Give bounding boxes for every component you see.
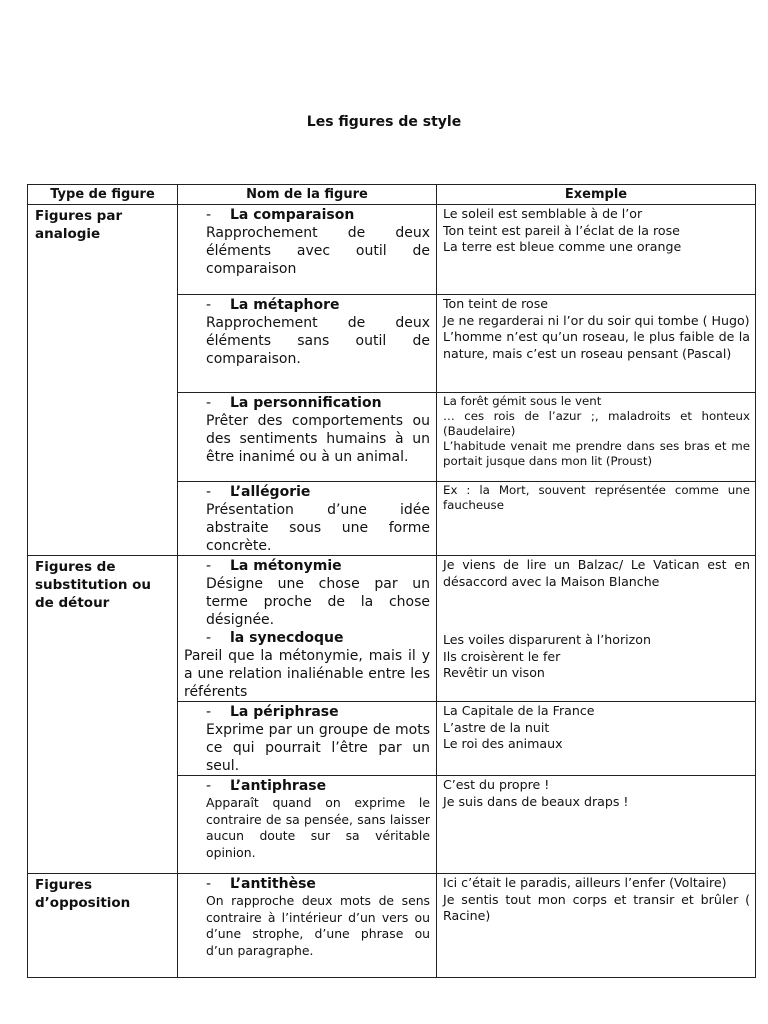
example-cell bbox=[437, 393, 756, 482]
example-line: L’homme n’est qu’un roseau, le plus faible de la nature, mais c’est un roseau pensant (Pascal) bbox=[443, 329, 750, 361]
figure-name: - L’antiphrase bbox=[206, 778, 327, 794]
example-line: Je suis dans de beaux draps ! bbox=[443, 793, 629, 809]
figure-cell bbox=[178, 874, 437, 978]
example-line: L’habitude venait me prendre dans ses bras et me portait jusque dans mon lit (Proust) bbox=[443, 439, 750, 468]
figure-description: Apparaît quand on exprime le contraire de sa pensée, sans laisser aucun doute sur sa véritable opinion. bbox=[206, 795, 430, 860]
example-line: Ton teint est pareil à l’éclat de la rose bbox=[443, 222, 680, 238]
example-line: Je sentis tout mon corps et transir et brûler ( Racine) bbox=[443, 891, 750, 923]
example-line: Ils croisèrent le fer bbox=[443, 648, 561, 664]
example-line: Revêtir un vison bbox=[443, 665, 545, 680]
type-cell: Figures par analogie bbox=[28, 205, 178, 556]
figure-name: - L’allégorie bbox=[206, 484, 311, 500]
figure-description: Rapprochement de deux éléments sans outil de comparaison. bbox=[206, 315, 430, 367]
example-line: Le soleil est semblable à de l’or bbox=[443, 206, 643, 221]
figure-description: Pareil que la métonymie, mais il y a une relation inaliénable entre les référents bbox=[184, 648, 430, 700]
figure-cell bbox=[178, 776, 437, 874]
table-row bbox=[28, 205, 756, 295]
header-row bbox=[28, 185, 756, 205]
figure-cell bbox=[178, 702, 437, 776]
figure-cell bbox=[178, 393, 437, 482]
header-name: Nom de la figure bbox=[178, 185, 437, 205]
figure-description: Présentation d’une idée abstraite sous une forme concrète. bbox=[206, 502, 430, 554]
type-cell: Figures d’opposition bbox=[28, 874, 178, 978]
example-cell bbox=[437, 556, 756, 702]
example-line: Ex : la Mort, souvent représentée comme une faucheuse bbox=[443, 483, 750, 512]
figure-description: Exprime par un groupe de mots ce qui pourrait l’être par un seul. bbox=[206, 722, 430, 774]
example-line: C’est du propre ! bbox=[443, 777, 550, 792]
figures-table bbox=[27, 184, 756, 978]
example-line: Le roi des animaux bbox=[443, 736, 563, 751]
figure-description: Rapprochement de deux éléments avec outil de comparaison bbox=[206, 225, 430, 277]
table-row bbox=[28, 874, 756, 978]
example-line: Ton teint de rose bbox=[443, 296, 549, 311]
header-example: Exemple bbox=[437, 185, 756, 205]
figure-name: - La métaphore bbox=[206, 297, 340, 313]
example-cell bbox=[437, 295, 756, 393]
figure-description: Prêter des comportements ou des sentiments humains à un être inanimé ou à un animal. bbox=[206, 413, 430, 465]
example-line: Je ne regarderai ni l’or du soir qui tombe ( Hugo) bbox=[443, 312, 750, 328]
figure-cell bbox=[178, 482, 437, 556]
example-cell bbox=[437, 874, 756, 978]
header-type: Type de figure bbox=[28, 185, 178, 205]
type-cell: Figures de substitution ou de détour bbox=[28, 556, 178, 874]
figure-cell bbox=[178, 295, 437, 393]
figure-cell bbox=[178, 556, 437, 702]
figure-name: - La personnification bbox=[206, 395, 382, 411]
figure-name: - La métonymie bbox=[206, 558, 342, 574]
example-line: Ici c’était le paradis, ailleurs l’enfer (Voltaire) bbox=[443, 875, 727, 890]
example-line: La Capitale de la France bbox=[443, 703, 595, 718]
example-line: … ces rois de l’azur ;, maladroits et honteux (Baudelaire) bbox=[443, 409, 750, 438]
example-cell bbox=[437, 702, 756, 776]
example-line: La forêt gémit sous le vent bbox=[443, 394, 602, 408]
figure-cell bbox=[178, 205, 437, 295]
figure-name: - La périphrase bbox=[206, 704, 339, 720]
example-cell bbox=[437, 482, 756, 556]
figure-name: - La comparaison bbox=[206, 207, 355, 223]
example-line: La terre est bleue comme une orange bbox=[443, 239, 682, 254]
figure-description: On rapproche deux mots de sens contraire à l’intérieur d’un vers ou d’une strophe, d’une phrase ou d’un paragraphe. bbox=[206, 893, 430, 958]
figure-description: Désigne une chose par un terme proche de la chose désignée. bbox=[206, 576, 430, 628]
example-line: L’astre de la nuit bbox=[443, 719, 550, 735]
table-row bbox=[28, 556, 756, 702]
example-line: Je viens de lire un Balzac/ Le Vatican est en désaccord avec la Maison Blanche bbox=[443, 557, 750, 589]
example-cell bbox=[437, 205, 756, 295]
example-line: Les voiles disparurent à l’horizon bbox=[443, 632, 651, 647]
page-title: Les figures de style bbox=[306, 114, 462, 130]
figure-name: - L’antithèse bbox=[206, 876, 316, 892]
figure-name: - la synecdoque bbox=[206, 630, 344, 646]
example-cell bbox=[437, 776, 756, 874]
